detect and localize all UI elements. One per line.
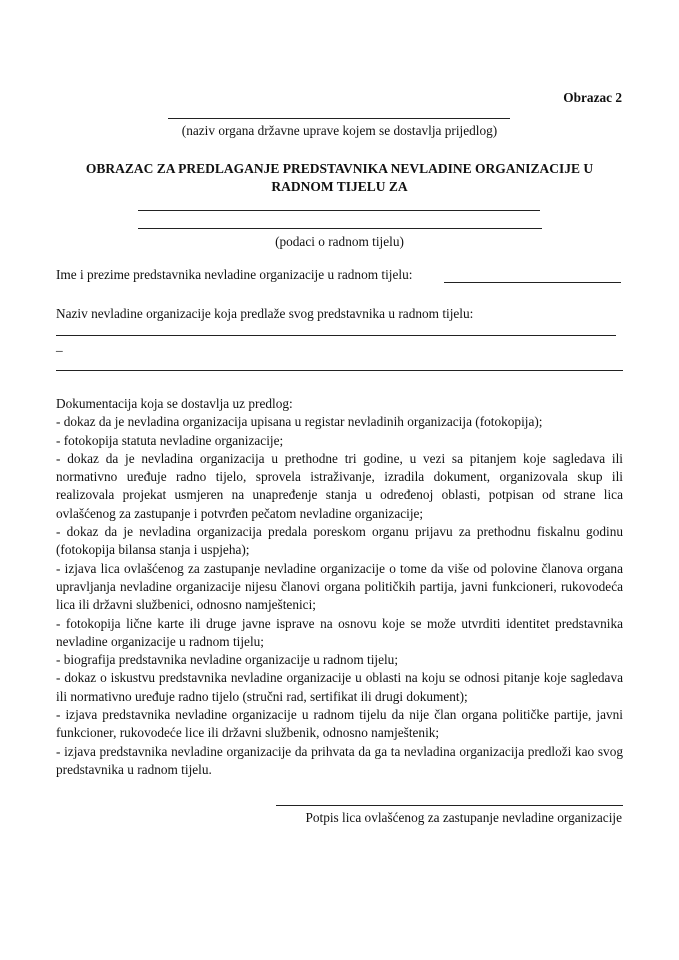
documentation-item: - fotokopija statuta nevladine organizacije;	[56, 432, 284, 448]
signature-caption: Potpis lica ovlašćenog za zastupanje nevladine organizacije	[305, 810, 622, 825]
stray-dash: _	[56, 338, 63, 353]
working-body-line-1[interactable]	[138, 210, 540, 211]
documentation-item: - izjava lica ovlašćenog za zastupanje nevladine organizacije o tome da više od polovine članova organa upravljanja nevladine organizacije nijesu članovi organa političkih partija, javni funkcioneri, rukovodeća lica ili državni službenici, odnosno namještenici;	[56, 560, 623, 613]
documentation-item: - dokaz da je nevladina organizacija predala poreskom organu prijavu za prethodnu fiskalnu godinu (fotokopija bilansa stanja i uspjeha);	[56, 524, 623, 558]
documentation-item: - izjava predstavnika nevladine organizacije da prihvata da ga ta nevladina organizacija predloži kao svog predstavnika u radnom tijelu.	[56, 743, 623, 777]
form-number: Obrazac 2	[563, 90, 622, 105]
documentation-item: - dokaz da je nevladina organizacija upisana u registar nevladinih organizacija (fotokopija);	[56, 414, 543, 430]
documentation-section	[56, 395, 623, 779]
representative-name-line[interactable]	[444, 282, 621, 283]
documentation-item: - dokaz da je nevladina organizacija u prethodne tri godine, u vezi sa pitanjem koje sagledava ili normativno uređuje radno tijelo, sprovela istraživanje, izradila dokument, organizovala skup ili realizovala projekat usmjeren na unapređenje stanja u određenoj oblasti, potpisan od strane lica ovlašćenog za zastupanje i potvrđen pečatom nevladine organizacije;	[56, 450, 623, 521]
organization-name-line-1[interactable]	[56, 335, 616, 336]
representative-name-label: Ime i prezime predstavnika nevladine organizacije u radnom tijelu:	[56, 267, 413, 282]
documentation-item: - fotokopija lične karte ili druge javne isprave na osnovu koje se može utvrditi identitet predstavnika nevladine organizacije u radnom tijelu;	[56, 615, 623, 649]
signature-line[interactable]	[276, 805, 623, 806]
authority-caption: (naziv organa državne uprave kojem se dostavlja prijedlog)	[181, 123, 498, 138]
working-body-caption: (podaci o radnom tijelu)	[275, 234, 404, 249]
documentation-item: - dokaz o iskustvu predstavnika nevladine organizacije u oblasti na koju se odnosi pitanje koje sagledava ili normativno uređuje radno tijelo (stručni rad, sertifikat ili drugi dokument);	[56, 670, 623, 704]
documentation-heading: Dokumentacija koja se dostavlja uz predlog:	[56, 396, 293, 411]
authority-name-line[interactable]	[168, 118, 510, 119]
working-body-line-2[interactable]	[138, 228, 542, 229]
documentation-item: - biografija predstavnika nevladine organizacije u radnom tijelu;	[56, 652, 399, 668]
documentation-item: - izjava predstavnika nevladine organizacije u radnom tijelu da nije član organa političke partije, javni funkcioner, rukovodeće lice ili državni službenik, odnosno namještenik;	[56, 707, 623, 741]
organization-name-line-2[interactable]	[56, 370, 623, 371]
form-title: OBRAZAC ZA PREDLAGANJE PREDSTAVNIKA NEVLADINE ORGANIZACIJE U RADNOM TIJELU ZA	[85, 161, 594, 194]
organization-name-label: Naziv nevladine organizacije koja predlaže svog predstavnika u radnom tijelu:	[56, 306, 474, 321]
